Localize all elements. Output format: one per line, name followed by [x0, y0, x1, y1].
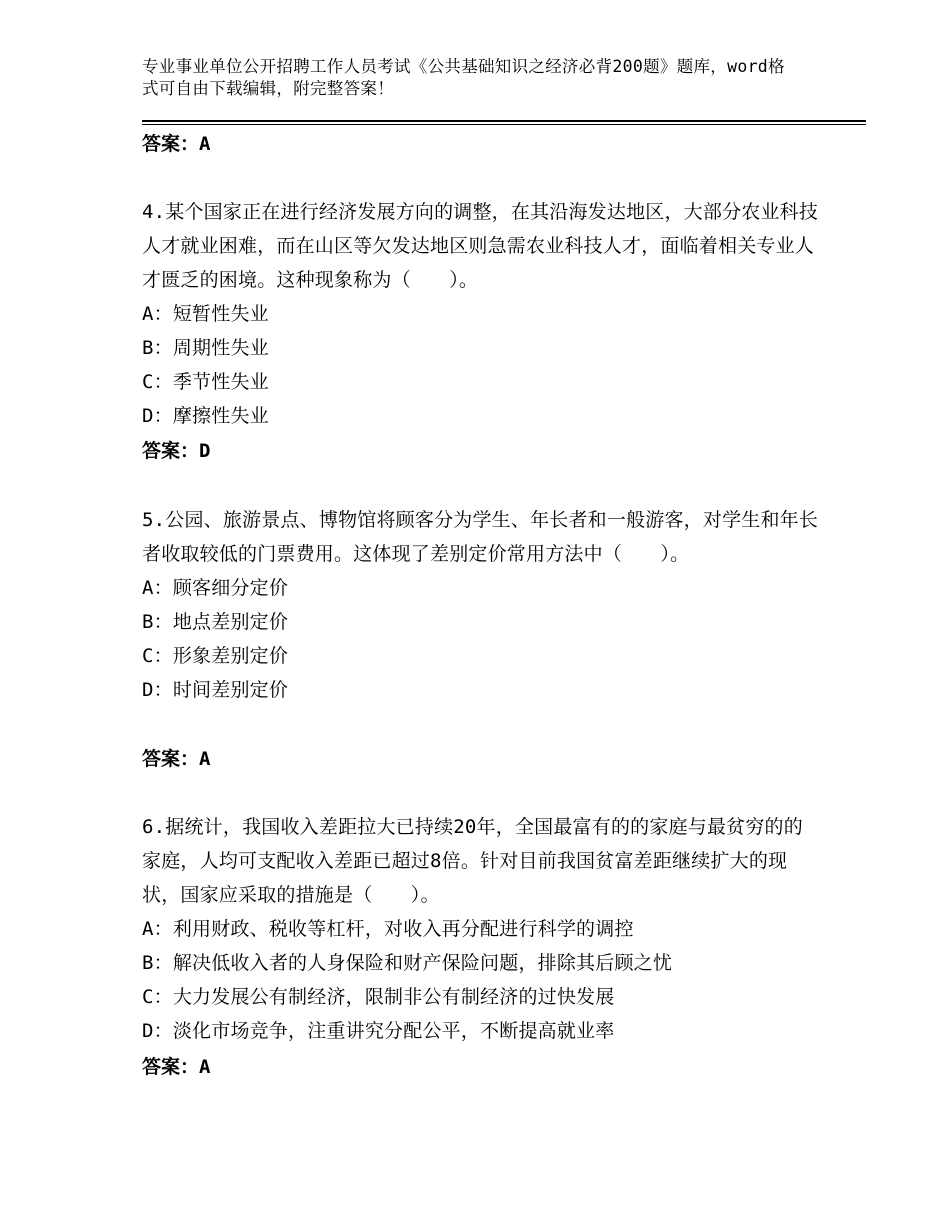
option-a: A：顾客细分定价	[142, 577, 289, 599]
answer-6: 答案：A	[142, 1056, 211, 1078]
question-4	[142, 195, 822, 433]
option-b: B：周期性失业	[142, 337, 269, 359]
option-d: D：摩擦性失业	[142, 405, 269, 427]
option-c: C：大力发展公有制经济，限制非公有制经济的过快发展	[142, 986, 615, 1008]
option-c: C：形象差别定价	[142, 645, 289, 667]
answer-4: 答案：D	[142, 440, 211, 462]
option-a: A：利用财政、税收等杠杆，对收入再分配进行科学的调控	[142, 918, 634, 940]
option-b: B：地点差别定价	[142, 611, 289, 633]
question-stem: 5.公园、旅游景点、博物馆将顾客分为学生、年长者和一般游客，对学生和年长者收取较低的门票费用。这体现了差别定价常用方法中（ ）。	[142, 509, 819, 565]
option-c: C：季节性失业	[142, 371, 269, 393]
header-divider-thick	[142, 120, 866, 122]
option-d: D：淡化市场竞争，注重讲究分配公平，不断提高就业率	[142, 1020, 615, 1042]
option-b: B：解决低收入者的人身保险和财产保险问题，排除其后顾之忧	[142, 952, 673, 974]
option-a: A：短暂性失业	[142, 303, 269, 325]
answer-5: 答案：A	[142, 748, 211, 770]
option-d: D：时间差别定价	[142, 679, 289, 701]
question-5	[142, 503, 822, 707]
question-stem: 4.某个国家正在进行经济发展方向的调整，在其沿海发达地区，大部分农业科技人才就业困难，而在山区等欠发达地区则急需农业科技人才，面临着相关专业人才匮乏的困境。这种现象称为（ ）。	[142, 201, 819, 291]
question-stem: 6.据统计，我国收入差距拉大已持续20年，全国最富有的的家庭与最贫穷的的家庭，人均可支配收入差距已超过8倍。针对目前我国贫富差距继续扩大的现状，国家应采取的措施是（ ）。	[142, 816, 803, 906]
document-header: 专业事业单位公开招聘工作人员考试《公共基础知识之经济必背200题》题库，word格式可自由下载编辑，附完整答案！	[142, 57, 785, 98]
question-6	[142, 810, 822, 1048]
header-divider-thin	[142, 124, 866, 125]
previous-answer: 答案：A	[142, 133, 211, 155]
